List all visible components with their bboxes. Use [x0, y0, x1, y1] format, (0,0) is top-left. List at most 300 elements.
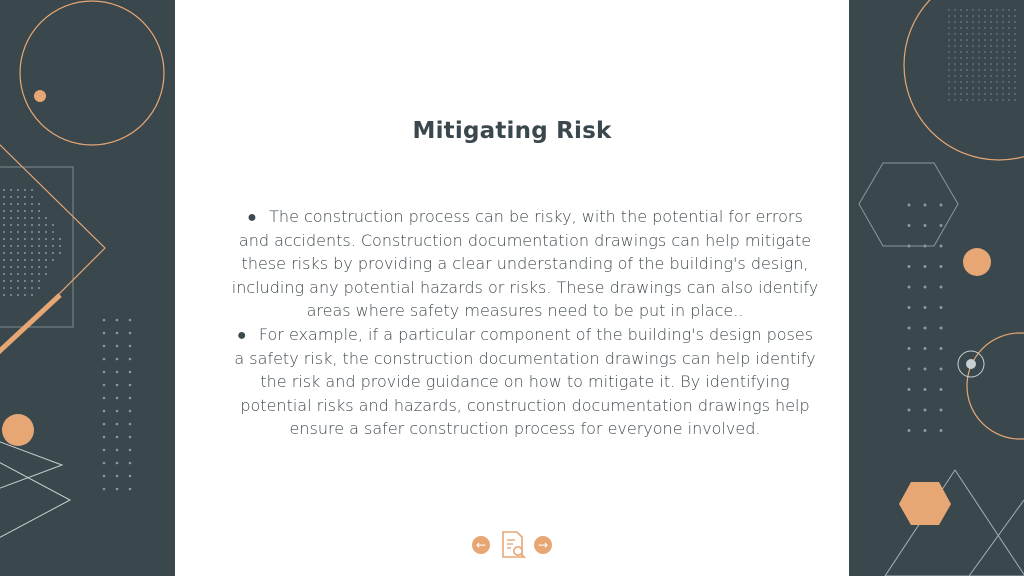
decorative-dot	[45, 273, 47, 275]
decorative-dot	[972, 33, 974, 35]
decorative-dot	[1002, 39, 1004, 41]
decorative-dot	[966, 87, 968, 89]
decorative-dot	[116, 332, 119, 335]
decorative-dot	[996, 69, 998, 71]
decorative-dot	[990, 57, 992, 59]
decorative-dot	[17, 238, 19, 240]
decorative-dot	[31, 294, 33, 296]
decorative-dot	[1002, 33, 1004, 35]
decorative-dot	[10, 294, 12, 296]
decorative-dot	[10, 231, 12, 233]
decorative-dot	[948, 87, 950, 89]
decorative-dot	[960, 75, 962, 77]
decorative-dot	[966, 51, 968, 53]
decorative-dot	[10, 252, 12, 254]
decorative-dot	[990, 21, 992, 23]
decorative-dot	[966, 75, 968, 77]
decorative-dot	[45, 259, 47, 261]
decorative-dot	[948, 33, 950, 35]
decorative-dot	[984, 93, 986, 95]
decorative-dot	[10, 273, 12, 275]
decorative-dot	[960, 21, 962, 23]
decorative-dot	[1014, 81, 1016, 83]
decorative-dot	[1002, 51, 1004, 53]
decorative-dot	[116, 449, 119, 452]
decorative-dot	[940, 347, 943, 350]
previous-slide-button[interactable]	[472, 536, 490, 554]
decorative-dot	[38, 280, 40, 282]
decorative-dot	[103, 436, 106, 439]
decorative-dot	[3, 245, 5, 247]
decorative-dot	[1008, 93, 1010, 95]
decorative-dot	[1008, 57, 1010, 59]
decorative-dot	[103, 397, 106, 400]
decorative-dot	[24, 238, 26, 240]
decorative-dot	[129, 410, 132, 413]
decorative-dot	[31, 280, 33, 282]
decorative-dot	[978, 39, 980, 41]
decorative-dot	[1008, 81, 1010, 83]
decorative-dot	[45, 266, 47, 268]
decorative-dot	[924, 286, 927, 289]
decorative-dot	[38, 287, 40, 289]
decorative-dot	[17, 217, 19, 219]
decorative-dot	[31, 189, 33, 191]
decorative-dot	[972, 69, 974, 71]
decorative-dot	[129, 397, 132, 400]
decorative-dot	[24, 245, 26, 247]
decorative-dot	[1014, 63, 1016, 65]
decorative-dot	[1002, 15, 1004, 17]
decorative-dot	[52, 224, 54, 226]
decorative-dot	[1008, 69, 1010, 71]
decorative-dot	[1014, 21, 1016, 23]
decorative-dot	[960, 81, 962, 83]
decorative-dot	[31, 287, 33, 289]
decorative-dot	[966, 57, 968, 59]
decorative-dot	[948, 81, 950, 83]
decorative-dot	[954, 69, 956, 71]
decorative-dot	[10, 266, 12, 268]
decorative-dot	[1002, 57, 1004, 59]
decorative-dot	[924, 327, 927, 330]
decorative-dot	[1002, 45, 1004, 47]
decorative-dot	[966, 39, 968, 41]
decorative-dot	[3, 210, 5, 212]
decorative-dot	[984, 9, 986, 11]
decorative-dot	[978, 15, 980, 17]
decorative-dot	[948, 93, 950, 95]
decorative-dot	[984, 39, 986, 41]
decorative-dot	[984, 87, 986, 89]
decorative-dot	[116, 410, 119, 413]
decorative-dot	[978, 21, 980, 23]
decorative-dot	[948, 39, 950, 41]
decorative-dot	[1008, 9, 1010, 11]
decorative-dot	[984, 63, 986, 65]
decorative-dot	[996, 57, 998, 59]
decorative-dot	[978, 93, 980, 95]
decorative-dot	[972, 75, 974, 77]
decorative-dot	[908, 306, 911, 309]
decorative-dot	[960, 51, 962, 53]
decorative-dot	[129, 371, 132, 374]
decorative-dot	[103, 410, 106, 413]
decorative-dot	[972, 15, 974, 17]
decorative-dot	[17, 196, 19, 198]
decorative-dot	[978, 45, 980, 47]
decorative-dot	[1002, 93, 1004, 95]
decorative-dot	[38, 224, 40, 226]
decorative-dot	[24, 203, 26, 205]
decorative-dot	[24, 217, 26, 219]
decorative-dot	[103, 371, 106, 374]
slide-navigation	[0, 530, 1024, 560]
decorative-dot	[116, 475, 119, 478]
decorative-dot	[52, 231, 54, 233]
decorative-dot	[984, 99, 986, 101]
decorative-dot	[1014, 27, 1016, 29]
decorative-dot	[990, 27, 992, 29]
decorative-dot	[990, 99, 992, 101]
decorative-dot	[990, 63, 992, 65]
decorative-dot	[1014, 69, 1016, 71]
decorative-dot	[954, 39, 956, 41]
decorative-dot	[24, 231, 26, 233]
decorative-dot	[924, 368, 927, 371]
decorative-dot	[17, 203, 19, 205]
decorative-dot	[17, 210, 19, 212]
decorative-dot	[948, 9, 950, 11]
decorative-dot	[17, 245, 19, 247]
decorative-dot	[3, 217, 5, 219]
decorative-dot	[972, 63, 974, 65]
decorative-dot	[954, 33, 956, 35]
decorative-dot	[966, 21, 968, 23]
decorative-dot	[984, 75, 986, 77]
decorative-dot	[103, 423, 106, 426]
decorative-dot	[24, 189, 26, 191]
decorative-dot	[948, 51, 950, 53]
decorative-dot	[924, 245, 927, 248]
decorative-dot	[996, 93, 998, 95]
decorative-dot	[1002, 63, 1004, 65]
decorative-dot	[1014, 15, 1016, 17]
decorative-dot	[954, 99, 956, 101]
decorative-dot	[1008, 27, 1010, 29]
decorative-dot	[10, 287, 12, 289]
decorative-dot	[984, 15, 986, 17]
decorative-dot	[940, 204, 943, 207]
decorative-dot	[960, 57, 962, 59]
decorative-dot	[972, 87, 974, 89]
decorative-dot	[978, 87, 980, 89]
decorative-dot	[1008, 39, 1010, 41]
decorative-dot	[45, 224, 47, 226]
decorative-dot	[1008, 51, 1010, 53]
decorative-dot	[908, 347, 911, 350]
decorative-dot	[17, 224, 19, 226]
decorative-dot	[990, 93, 992, 95]
decorative-dot	[908, 368, 911, 371]
decorative-dot	[38, 266, 40, 268]
decorative-dot	[966, 63, 968, 65]
decorative-dot	[52, 259, 54, 261]
decorative-dot	[972, 21, 974, 23]
decorative-dot	[103, 332, 106, 335]
decorative-dot	[129, 423, 132, 426]
decorative-dot	[17, 273, 19, 275]
decorative-dot	[1008, 33, 1010, 35]
decorative-dot	[24, 273, 26, 275]
decorative-dot	[1002, 69, 1004, 71]
decorative-dot	[38, 238, 40, 240]
decorative-dot	[10, 217, 12, 219]
arrow-right-icon: →	[537, 538, 549, 552]
decorative-dot	[24, 252, 26, 254]
decorative-dot	[103, 462, 106, 465]
decorative-dot	[116, 488, 119, 491]
decorative-dot	[940, 327, 943, 330]
decorative-dot	[45, 217, 47, 219]
decorative-dot	[908, 204, 911, 207]
decorative-dot	[960, 87, 962, 89]
decorative-dot	[52, 245, 54, 247]
decorative-dot	[984, 57, 986, 59]
decorative-dot	[984, 81, 986, 83]
decorative-dot	[116, 423, 119, 426]
decorative-dot	[972, 9, 974, 11]
decorative-dot	[978, 27, 980, 29]
decorative-dot	[52, 252, 54, 254]
decorative-dot	[990, 39, 992, 41]
decorative-dot	[38, 273, 40, 275]
decorative-dot	[954, 21, 956, 23]
decorative-dot	[996, 45, 998, 47]
decorative-dot	[24, 294, 26, 296]
decorative-dot	[990, 33, 992, 35]
decorative-dot	[948, 69, 950, 71]
decorative-dot	[116, 397, 119, 400]
decorative-dot	[940, 265, 943, 268]
decorative-dot	[940, 286, 943, 289]
decorative-dot	[10, 189, 12, 191]
decorative-dot	[45, 252, 47, 254]
decorative-dot	[996, 75, 998, 77]
decorative-dot	[129, 449, 132, 452]
decorative-dot	[908, 224, 911, 227]
decorative-dot	[978, 33, 980, 35]
decorative-dot	[24, 196, 26, 198]
decorative-dot	[52, 238, 54, 240]
decorative-dot	[924, 265, 927, 268]
decorative-dot	[954, 63, 956, 65]
document-search-icon[interactable]	[500, 530, 528, 560]
bullet-marker: ●	[247, 207, 257, 226]
decorative-dot	[3, 266, 5, 268]
decorative-dot	[116, 319, 119, 322]
decorative-dot	[31, 259, 33, 261]
decorative-dot	[978, 75, 980, 77]
decorative-dot	[966, 9, 968, 11]
decorative-dot	[966, 69, 968, 71]
decorative-dot	[996, 21, 998, 23]
decorative-dot	[38, 245, 40, 247]
arrow-left-icon: ←	[475, 538, 487, 552]
decorative-dot	[908, 327, 911, 330]
decorative-dot	[103, 488, 106, 491]
decorative-dot	[1008, 87, 1010, 89]
decorative-dot	[978, 63, 980, 65]
decorative-dot	[3, 287, 5, 289]
decorative-dot	[10, 259, 12, 261]
decorative-dot	[996, 33, 998, 35]
decorative-dot	[1014, 99, 1016, 101]
decorative-dot	[103, 475, 106, 478]
decorative-dot	[31, 231, 33, 233]
decorative-dot	[1014, 45, 1016, 47]
decorative-dot	[31, 266, 33, 268]
decorative-dot	[1008, 63, 1010, 65]
decorative-dot	[984, 33, 986, 35]
decorative-dot	[972, 51, 974, 53]
decorative-dot	[984, 69, 986, 71]
decorative-dot	[984, 45, 986, 47]
decorative-dot	[966, 45, 968, 47]
decorative-dot	[31, 224, 33, 226]
decorative-dot	[940, 368, 943, 371]
decorative-dot	[31, 210, 33, 212]
decorative-dot	[924, 224, 927, 227]
decorative-dot	[978, 51, 980, 53]
decorative-dot	[10, 203, 12, 205]
decorative-dot	[129, 319, 132, 322]
decorative-dot	[3, 280, 5, 282]
decorative-dot	[1002, 81, 1004, 83]
decorative-dot	[940, 245, 943, 248]
next-slide-button[interactable]	[534, 536, 552, 554]
decorative-dot	[972, 45, 974, 47]
decorative-dot	[948, 27, 950, 29]
decorative-dot	[116, 436, 119, 439]
decorative-dot	[1014, 51, 1016, 53]
decorative-dot	[972, 39, 974, 41]
decorative-dot	[3, 273, 5, 275]
decorative-dot	[24, 259, 26, 261]
decorative-dot	[966, 15, 968, 17]
left-decoration-graphic	[0, 0, 175, 576]
decorative-dot	[38, 217, 40, 219]
decorative-dot	[940, 224, 943, 227]
decorative-dot	[978, 9, 980, 11]
decorative-dot	[24, 280, 26, 282]
decorative-dot	[24, 224, 26, 226]
decorative-dot	[908, 409, 911, 412]
decorative-dot	[966, 33, 968, 35]
slide-content	[230, 205, 820, 441]
decorative-dot	[990, 69, 992, 71]
decorative-dot	[10, 280, 12, 282]
decorative-dot	[1014, 57, 1016, 59]
decorative-dot	[960, 27, 962, 29]
decorative-dot	[948, 75, 950, 77]
decorative-dot	[1008, 45, 1010, 47]
decorative-dot	[954, 87, 956, 89]
decorative-dot	[116, 384, 119, 387]
decorative-dot	[990, 51, 992, 53]
right-decorative-panel	[849, 0, 1024, 576]
decorative-dot	[966, 81, 968, 83]
decorative-dot	[103, 358, 106, 361]
decorative-dot	[1014, 39, 1016, 41]
decorative-dot	[1002, 9, 1004, 11]
decorative-dot	[940, 409, 943, 412]
decorative-dot	[38, 210, 40, 212]
decorative-dot	[972, 93, 974, 95]
decorative-dot	[996, 39, 998, 41]
decorative-dot	[996, 51, 998, 53]
decorative-dot	[960, 69, 962, 71]
decorative-dot	[24, 210, 26, 212]
decorative-dot	[990, 15, 992, 17]
decorative-dot	[129, 462, 132, 465]
decorative-dot	[924, 429, 927, 432]
decorative-dot	[908, 286, 911, 289]
decorative-dot	[17, 189, 19, 191]
decorative-dot	[31, 217, 33, 219]
slide-title: Mitigating Risk	[412, 118, 612, 144]
decorative-dot	[908, 245, 911, 248]
decorative-dot	[954, 75, 956, 77]
decorative-dot	[103, 345, 106, 348]
decorative-dot	[59, 238, 61, 240]
decorative-dot	[984, 51, 986, 53]
decorative-dot	[116, 358, 119, 361]
decorative-dot	[24, 266, 26, 268]
decorative-dot	[129, 475, 132, 478]
decorative-dot	[38, 252, 40, 254]
decorative-dot	[978, 69, 980, 71]
decorative-dot	[960, 39, 962, 41]
decorative-dot	[924, 409, 927, 412]
decorative-dot	[1002, 99, 1004, 101]
decorative-dot	[31, 203, 33, 205]
decorative-dot	[1014, 87, 1016, 89]
decorative-dot	[978, 57, 980, 59]
decorative-dot	[1014, 33, 1016, 35]
decorative-dot	[948, 57, 950, 59]
decorative-dot	[990, 81, 992, 83]
decorative-dot	[960, 9, 962, 11]
decorative-dot	[38, 231, 40, 233]
decorative-dot	[954, 93, 956, 95]
decorative-dot	[960, 63, 962, 65]
decorative-dot	[996, 87, 998, 89]
decorative-dot	[59, 245, 61, 247]
decorative-dot	[45, 238, 47, 240]
decorative-dot	[984, 21, 986, 23]
decorative-dot	[996, 81, 998, 83]
decorative-dot	[129, 345, 132, 348]
decorative-dot	[966, 27, 968, 29]
decorative-dot	[940, 388, 943, 391]
left-decorative-panel	[0, 0, 175, 576]
decorative-dot	[990, 45, 992, 47]
decorative-dot	[948, 15, 950, 17]
decorative-dot	[954, 81, 956, 83]
decorative-dot	[3, 224, 5, 226]
decorative-dot	[954, 57, 956, 59]
